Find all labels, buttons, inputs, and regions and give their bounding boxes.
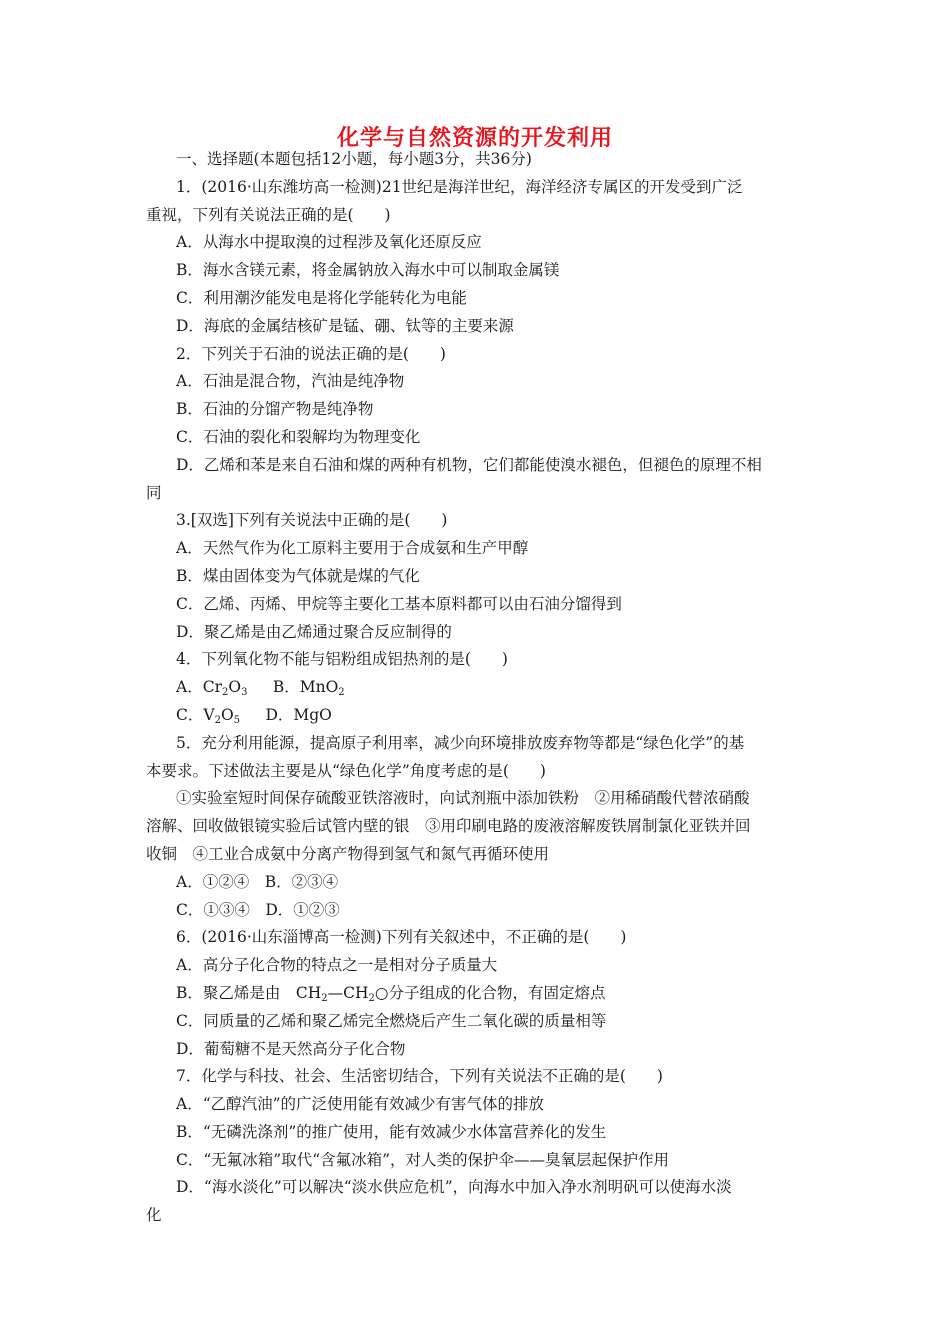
q6-stem: 6．(2016·山东淄博高一检测)下列有关叙述中，不正确的是( ): [176, 928, 627, 947]
q5-items-cont-1: 溶解、回收做银镜实验后试管内壁的银 ③用印刷电路的废液溶解废铁屑制氯化亚铁并回: [146, 817, 751, 836]
q6-option-b: B．聚乙烯是由 $CH_2—CH_2○$分子组成的化合物，有固定熔点: [176, 983, 606, 1004]
q3-option-b: B．煤由固体变为气体就是煤的气化: [176, 566, 420, 585]
q4-option-d-label: D．: [265, 705, 294, 724]
q1-option-d: D．海底的金属结核矿是锰、硼、钛等的主要来源: [176, 316, 514, 335]
q3-option-c: C．乙烯、丙烯、甲烷等主要化工基本原料都可以由石油分馏得到: [176, 594, 622, 613]
q7-option-d: D．“海水淡化”可以解决“淡水供应危机”，向海水中加入净水剂明矾可以使海水淡: [176, 1178, 732, 1197]
q2-option-d: D．乙烯和苯是来自石油和煤的两种有机物，它们都能使溴水褪色，但褪色的原理不相: [176, 455, 762, 474]
q5-options-cd: C．①③④ D．①②③: [176, 900, 340, 919]
q7-option-b: B．“无磷洗涤剂”的推广使用，能有效减少水体富营养化的发生: [176, 1122, 607, 1141]
q1-option-a: A．从海水中提取溴的过程涉及氧化还原反应: [176, 233, 482, 252]
q5-items-cont-2: 收铜 ④工业合成氨中分离产物得到氢气和氮气再循环使用: [146, 844, 550, 863]
q3-option-a: A．天然气作为化工原料主要用于合成氨和生产甲醇: [176, 539, 529, 558]
q5-stem: 5．充分利用能源，提高原子利用率，减少向环境排放废弃物等都是“绿色化学”的基: [176, 733, 745, 752]
q4-option-b-label: B．: [272, 678, 300, 697]
q5-stem-cont: 本要求。下述做法主要是从“绿色化学”角度考虑的是( ): [146, 761, 546, 780]
q1-option-c: C．利用潮汐能发电是将化学能转化为电能: [176, 288, 467, 307]
q4-option-c-formula: $V_2O_5$: [203, 705, 241, 726]
q4-stem: 4．下列氧化物不能与铝粉组成铝热剂的是( ): [176, 650, 508, 669]
q1-option-b: B．海水含镁元素，将金属钠放入海水中可以制取金属镁: [176, 261, 560, 280]
q7-option-a: A．“乙醇汽油”的广泛使用能有效减少有害气体的排放: [176, 1095, 545, 1114]
q5-items: ①实验室短时间保存硫酸亚铁溶液时，向试剂瓶中添加铁粉 ②用稀硝酸代替浓硝酸: [176, 789, 750, 808]
q2-option-b: B．石油的分馏产物是纯净物: [176, 400, 374, 419]
q3-stem: 3.[双选]下列有关说法中正确的是( ): [176, 511, 448, 530]
q5-options-ab: A．①②④ B．②③④: [176, 872, 339, 891]
q4-option-a-formula: $Cr_2O_3$: [202, 678, 248, 699]
q6-option-c: C．同质量的乙烯和聚乙烯完全燃烧后产生二氧化碳的质量相等: [176, 1011, 607, 1030]
section-heading: 一、选择题(本题包括12小题，每小题3分，共36分): [176, 150, 532, 168]
q7-option-c: C．“无氟冰箱”取代“含氟冰箱”，对人类的保护伞——臭氧层起保护作用: [176, 1150, 670, 1169]
q4-option-b-formula: MnO$_2$: [299, 678, 345, 699]
question-list: [146, 146, 806, 1230]
q2-option-c: C．石油的裂化和裂解均为物理变化: [176, 427, 421, 446]
q4-option-c-label: C．: [176, 705, 204, 724]
q4-option-a-label: A．: [176, 678, 203, 697]
q2-stem: 2．下列关于石油的说法正确的是( ): [176, 344, 446, 363]
q6-option-a: A．高分子化合物的特点之一是相对分子质量大: [176, 956, 498, 975]
q4-option-d-formula: MgO: [293, 705, 332, 724]
q3-option-d: D．聚乙烯是由乙烯通过聚合反应制得的: [176, 622, 452, 641]
q1-stem: 1．(2016·山东潍坊高一检测)21世纪是海洋世纪，海洋经济专属区的开发受到广泛: [176, 177, 743, 196]
page-title: 化学与自然资源的开发利用: [336, 126, 613, 151]
q4-options-ab: [146, 674, 806, 702]
q7-stem: 7．化学与科技、社会、生活密切结合，下列有关说法不正确的是( ): [176, 1067, 663, 1086]
q2-option-d-cont: 同: [146, 483, 162, 502]
q1-stem-cont: 重视，下列有关说法正确的是( ): [146, 205, 391, 224]
q4-options-cd: [146, 702, 806, 730]
q7-option-d-cont: 化: [146, 1206, 162, 1225]
q2-option-a: A．石油是混合物，汽油是纯净物: [176, 372, 405, 391]
q6-option-d: D．葡萄糖不是天然高分子化合物: [176, 1039, 406, 1058]
